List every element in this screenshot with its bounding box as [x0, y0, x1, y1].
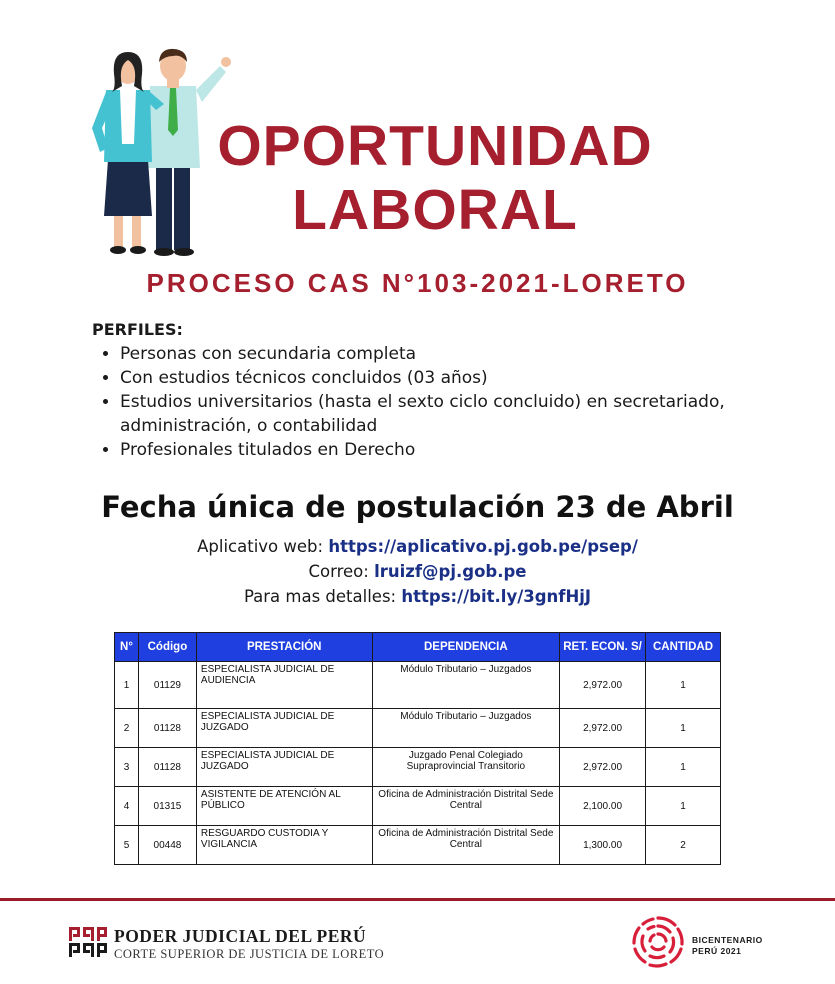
cell-prestacion: RESGUARDO CUSTODIA Y VIGILANCIA [196, 826, 372, 865]
cell-dependencia: Módulo Tributario – Juzgados [372, 662, 560, 709]
cell-ret: 1,300.00 [560, 826, 646, 865]
detalles-link[interactable]: https://bit.ly/3gnfHjJ [401, 587, 592, 606]
cell-ret: 2,972.00 [560, 709, 646, 748]
cell-cantidad: 1 [645, 709, 720, 748]
correo-label: Correo: [308, 562, 375, 581]
cell-n: 4 [115, 787, 139, 826]
cell-prestacion: ASISTENTE DE ATENCIÓN AL PÚBLICO [196, 787, 372, 826]
cell-codigo: 01129 [138, 662, 196, 709]
cell-cantidad: 1 [645, 787, 720, 826]
header-codigo: Código [138, 633, 196, 662]
cell-n: 1 [115, 662, 139, 709]
table-row [115, 826, 721, 865]
cell-cantidad: 1 [645, 662, 720, 709]
perfil-item: • Con estudios técnicos concluidos (03 años) [120, 366, 752, 390]
cell-codigo: 01128 [138, 709, 196, 748]
cas-table [114, 632, 721, 865]
table-row [115, 662, 721, 709]
header-ret-econ: RET. ECON. S/ [560, 633, 646, 662]
header-n: N° [115, 633, 139, 662]
perfiles-list [92, 342, 752, 462]
cell-prestacion: ESPECIALISTA JUDICIAL DE JUZGADO [196, 748, 372, 787]
cell-cantidad: 2 [645, 826, 720, 865]
contact-links [0, 534, 835, 609]
perfil-item: • Estudios universitarios (hasta el sexto ciclo concluido) en secretariado, administración, o contabilidad [120, 390, 752, 438]
cell-ret: 2,100.00 [560, 787, 646, 826]
web-link[interactable]: https://aplicativo.pj.gob.pe/psep/ [328, 537, 638, 556]
perfiles-heading: PERFILES: [92, 320, 183, 339]
cell-dependencia: Oficina de Administración Distrital Sede Central [372, 787, 560, 826]
bicentenario-name [692, 935, 763, 957]
cell-dependencia: Juzgado Penal Colegiado Supraprovincial Transitorio [372, 748, 560, 787]
bicentenario-logo-icon [630, 914, 686, 970]
cell-ret: 2,972.00 [560, 662, 646, 709]
cell-prestacion: ESPECIALISTA JUDICIAL DE JUZGADO [196, 709, 372, 748]
footer-divider [0, 898, 835, 901]
detalles-row [0, 584, 835, 609]
cell-dependencia: Módulo Tributario – Juzgados [372, 709, 560, 748]
detalles-label: Para mas detalles: [243, 587, 402, 606]
title-line2: LABORAL [292, 178, 578, 242]
web-label: Aplicativo web: [197, 537, 329, 556]
cell-n: 2 [115, 709, 139, 748]
correo-row [0, 559, 835, 584]
table-header-row [115, 633, 721, 662]
cell-codigo: 01315 [138, 787, 196, 826]
correo-link[interactable]: lruizf@pj.gob.pe [374, 562, 527, 581]
pj-logo-icon [68, 926, 108, 958]
bicentenario-line2: PERÚ 2021 [692, 946, 742, 956]
header-cantidad: CANTIDAD [645, 633, 720, 662]
header-dependencia: DEPENDENCIA [372, 633, 560, 662]
cell-prestacion: ESPECIALISTA JUDICIAL DE AUDIENCIA [196, 662, 372, 709]
cell-codigo: 00448 [138, 826, 196, 865]
perfil-item: • Personas con secundaria completa [120, 342, 752, 366]
cell-cantidad: 1 [645, 748, 720, 787]
perfiles-section [92, 320, 752, 462]
pj-subtitle: CORTE SUPERIOR DE JUSTICIA DE LORETO [114, 947, 385, 961]
table-row [115, 787, 721, 826]
cell-dependencia: Oficina de Administración Distrital Sede Central [372, 826, 560, 865]
process-subtitle: PROCESO CAS N°103-2021-LORETO [146, 268, 689, 298]
title-line1: OPORTUNIDAD [217, 114, 653, 178]
fecha-postulacion: Fecha única de postulación 23 de Abril [101, 490, 734, 524]
perfil-item: • Profesionales titulados en Derecho [120, 438, 752, 462]
cell-codigo: 01128 [138, 748, 196, 787]
cell-n: 3 [115, 748, 139, 787]
cell-n: 5 [115, 826, 139, 865]
web-row [0, 534, 835, 559]
table-row [115, 748, 721, 787]
table-row [115, 709, 721, 748]
bicentenario-line1: BICENTENARIO [692, 935, 763, 945]
header-prestacion: PRESTACIÓN [196, 633, 372, 662]
pj-name: PODER JUDICIAL DEL PERÚ [114, 926, 367, 946]
cell-ret: 2,972.00 [560, 748, 646, 787]
